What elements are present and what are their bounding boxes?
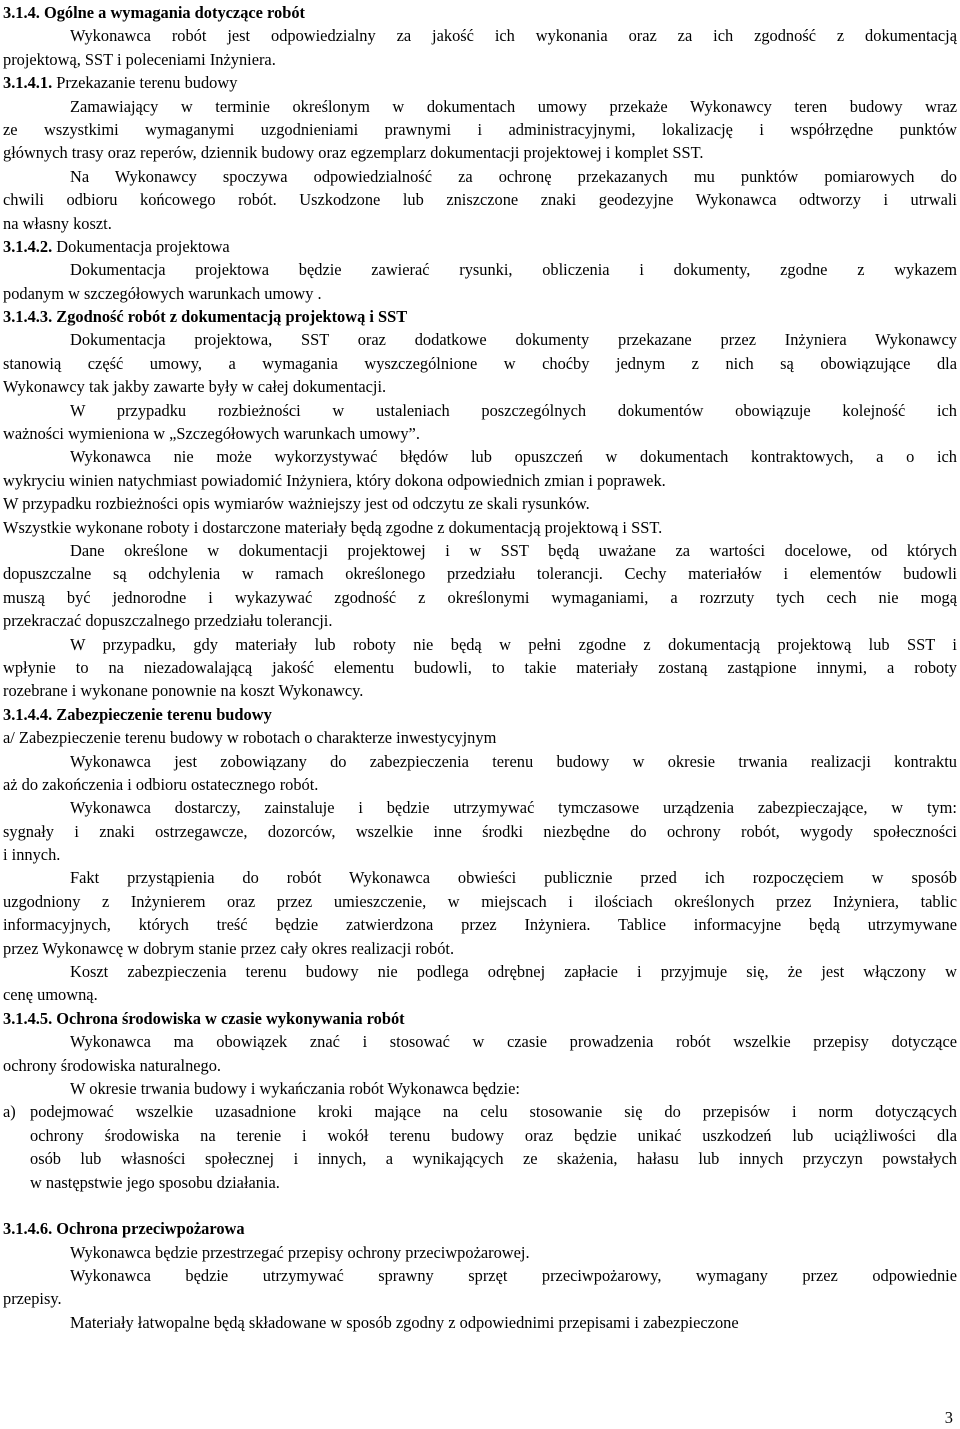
paragraph-line: dopuszczalne są odchylenia w ramach określonego przedziału tolerancji. Cechy materiałów i elementów budowli (3, 564, 957, 584)
heading-text: 3.1.4. Ogólne a wymagania dotyczące robót (3, 3, 305, 22)
paragraph-line: na własny koszt. (3, 213, 112, 233)
paragraph (3, 165, 957, 235)
heading-text: Dokumentacja projektowa (52, 236, 230, 256)
paragraph (3, 24, 957, 71)
paragraph (3, 445, 957, 492)
paragraph-line: Wykonawca jest zobowiązany do zabezpieczenia terenu budowy w okresie trwania realizacji kontraktu (70, 751, 957, 771)
paragraph-line: Wykonawcy tak jakby zawarte były w całej dokumentacji. (3, 377, 387, 397)
paragraph-line: Wszystkie wykonane roboty i dostarczone materiały będą zgodne z dokumentacją projektową i SST. (3, 517, 663, 537)
paragraph-line: wykryciu winien natychmiast powiadomić Inżyniera, który dokona odpowiednich zmian i poprawek. (3, 470, 666, 490)
paragraph (3, 1311, 957, 1334)
paragraph (3, 960, 957, 1007)
paragraph-line: Wykonawca dostarczy, zainstaluje i będzie utrzymywać tymczasowe urządzenia zabezpieczające, w tym: (70, 798, 957, 818)
paragraph (3, 726, 957, 749)
paragraph-line: Wykonawca będzie przestrzegać przepisy ochrony przeciwpożarowej. (70, 1242, 530, 1262)
paragraph (3, 1077, 957, 1100)
section-heading (3, 1007, 957, 1030)
heading-text: 3.1.4.6. Ochrona przeciwpożarowa (3, 1219, 245, 1239)
list-item (3, 1100, 957, 1194)
paragraph-line: chwili odbioru końcowego robót. Uszkodzone lub zniszczone znaki geodezyjne Wykonawca odtworzy i utrwali (3, 190, 957, 210)
paragraph (3, 1030, 957, 1077)
paragraph-line: W przypadku rozbieżności w ustaleniach poszczególnych dokumentów obowiązuje kolejność ich (70, 400, 957, 420)
paragraph-line: Materiały łatwopalne będą składowane w sposób zgodny z odpowiednimi przepisami i zabezpieczone (70, 1312, 739, 1332)
paragraph-line: sygnały i znaki ostrzegawcze, dozorców, wszelkie inne środki niezbędne do ochrony robót, wygody społeczności (3, 821, 957, 841)
paragraph (3, 539, 957, 633)
paragraph-line: przez Wykonawcę w dobrym stanie przez cały okres realizacji robót. (3, 938, 455, 958)
heading-text: 3.1.4.3. Zgodność robót z dokumentacją projektową i SST (3, 307, 408, 327)
paragraph-line: Wykonawca ma obowiązek znać i stosować w czasie prowadzenia robót wszelkie przepisy dotyczące (70, 1032, 957, 1052)
paragraph-line: podanym w szczegółowych warunkach umowy . (3, 283, 322, 303)
paragraph-line: Dokumentacja projektowa, SST oraz dodatkowe dokumenty przekazane przez Inżyniera Wykonawcy (70, 330, 957, 350)
list-item-line: podejmować wszelkie uzasadnione kroki mające na celu stosowanie się do przepisów i norm dotyczących (30, 1102, 957, 1122)
paragraph (3, 516, 957, 539)
paragraph-line: a/ Zabezpieczenie terenu budowy w robotach o charakterze inwestycyjnym (3, 728, 497, 748)
document-page (3, 0, 957, 1429)
section-heading (3, 703, 957, 726)
section-heading (3, 305, 957, 328)
paragraph-line: Wykonawca będzie utrzymywać sprawny sprzęt przeciwpożarowy, wymagany przez odpowiednie (70, 1266, 957, 1286)
list-item-label: a) (3, 1102, 16, 1122)
page-number: 3 (944, 1408, 953, 1427)
document-body (3, 0, 957, 1334)
paragraph-line: aż do zakończenia i odbioru ostatecznego robót. (3, 774, 319, 794)
paragraph-line: i innych. (3, 845, 61, 865)
paragraph-line: W okresie trwania budowy i wykańczania robót Wykonawca będzie: (70, 1078, 520, 1098)
heading-text: 3.1.4.5. Ochrona środowiska w czasie wykonywania robót (3, 1008, 405, 1028)
heading-text: Przekazanie terenu budowy (52, 73, 238, 93)
section-heading (3, 235, 957, 258)
paragraph-line: Fakt przystąpienia do robót Wykonawca obwieści publicznie przed ich rozpoczęciem w sposób (70, 868, 957, 888)
heading-text: 3.1.4.1. (3, 73, 53, 93)
paragraph-line: Na Wykonawcy spoczywa odpowiedzialność za ochronę przekazanych mu punktów pomiarowych do (70, 166, 957, 186)
paragraph-line: głównych trasy oraz reperów, dziennik budowy oraz egzemplarz dokumentacji projektowej i komplet SST. (3, 143, 704, 163)
heading-text: 3.1.4.2. (3, 236, 53, 256)
paragraph-line: Zamawiający w terminie określonym w dokumentach umowy przekaże Wykonawcy teren budowy wraz (70, 96, 957, 116)
blank-line (3, 1194, 957, 1217)
paragraph-line: przekraczać dopuszczalnego przedziału tolerancji. (3, 611, 333, 631)
heading-text: 3.1.4.4. Zabezpieczenie terenu budowy (3, 704, 272, 724)
paragraph (3, 866, 957, 960)
paragraph (3, 1241, 957, 1264)
paragraph-line: uzgodniony z Inżynierem oraz przez umieszczenie, w miejscach i ilościach określonych przez Inżyniera, tablic (3, 891, 957, 911)
paragraph-line: Wykonawca robót jest odpowiedzialny za jakość ich wykonania oraz za ich zgodność z dokumentacją (70, 26, 957, 46)
paragraph-line: Wykonawca nie może wykorzystywać błędów lub opuszczeń w dokumentach kontraktowych, a o ich (70, 447, 957, 467)
paragraph (3, 796, 957, 866)
list-item-line: osób lub własności społecznej i innych, a wynikających ze skażenia, hałasu lub innych przyczyn powstałych (30, 1149, 957, 1169)
paragraph (3, 399, 957, 446)
paragraph (3, 328, 957, 398)
paragraph-line: przepisy. (3, 1289, 62, 1309)
paragraph-line: Dokumentacja projektowa będzie zawierać rysunki, obliczenia i dokumenty, zgodne z wykazem (70, 260, 957, 280)
paragraph (3, 492, 957, 515)
paragraph-line: informacyjnych, których treść będzie zatwierdzona przez Inżyniera. Tablice informacyjne będą utrzymywane (3, 915, 957, 935)
list-item-line: w następstwie jego sposobu działania. (30, 1172, 280, 1192)
section-heading (3, 1, 957, 24)
paragraph-line: ważności wymieniona w „Szczegółowych warunkach umowy”. (3, 424, 420, 444)
paragraph (3, 633, 957, 703)
paragraph (3, 750, 957, 797)
paragraph-line: ochrony środowiska naturalnego. (3, 1055, 222, 1075)
paragraph (3, 95, 957, 165)
paragraph (3, 1264, 957, 1311)
paragraph-line: Dane określone w dokumentacji projektowej i w SST będą uważane za wartości docelowe, od których (70, 540, 957, 560)
paragraph-line: projektową, SST i poleceniami Inżyniera. (3, 49, 276, 69)
paragraph-line: rozebrane i wykonane ponownie na koszt Wykonawcy. (3, 681, 364, 701)
paragraph-line: W przypadku, gdy materiały lub roboty nie będą w pełni zgodne z dokumentacją projektową lub SST i (70, 634, 957, 654)
paragraph-line: Koszt zabezpieczenia terenu budowy nie podlega odrębnej zapłacie i przyjmuje się, że jest włączony w (70, 962, 957, 982)
paragraph-line: cenę umowną. (3, 985, 98, 1005)
paragraph (3, 258, 957, 305)
paragraph-line: ze wszystkimi wymaganymi uzgodnieniami prawnymi i administracyjnymi, lokalizację i współrzędne punktów (3, 119, 957, 139)
section-heading (3, 71, 957, 94)
paragraph-line: stanowią część umowy, a wymagania wyszczególnione w choćby jednym z nich są obowiązujące dla (3, 353, 957, 373)
section-heading (3, 1217, 957, 1240)
paragraph-line: muszą być jednorodne i wykazywać zgodność z określonymi wymaganiami, a rozrzuty tych cech nie mogą (3, 587, 957, 607)
list-item-line: ochrony środowiska na terenie i wokół terenu budowy oraz będzie unikać uszkodzeń lub uciążliwości dla (30, 1125, 957, 1145)
paragraph-line: W przypadku rozbieżności opis wymiarów ważniejszy jest od odczytu ze skali rysunków. (3, 494, 590, 514)
paragraph-line: wpłynie to na niezadowalającą jakość elementu budowli, to takie materiały zostaną zastąpione innymi, a roboty (3, 657, 957, 677)
